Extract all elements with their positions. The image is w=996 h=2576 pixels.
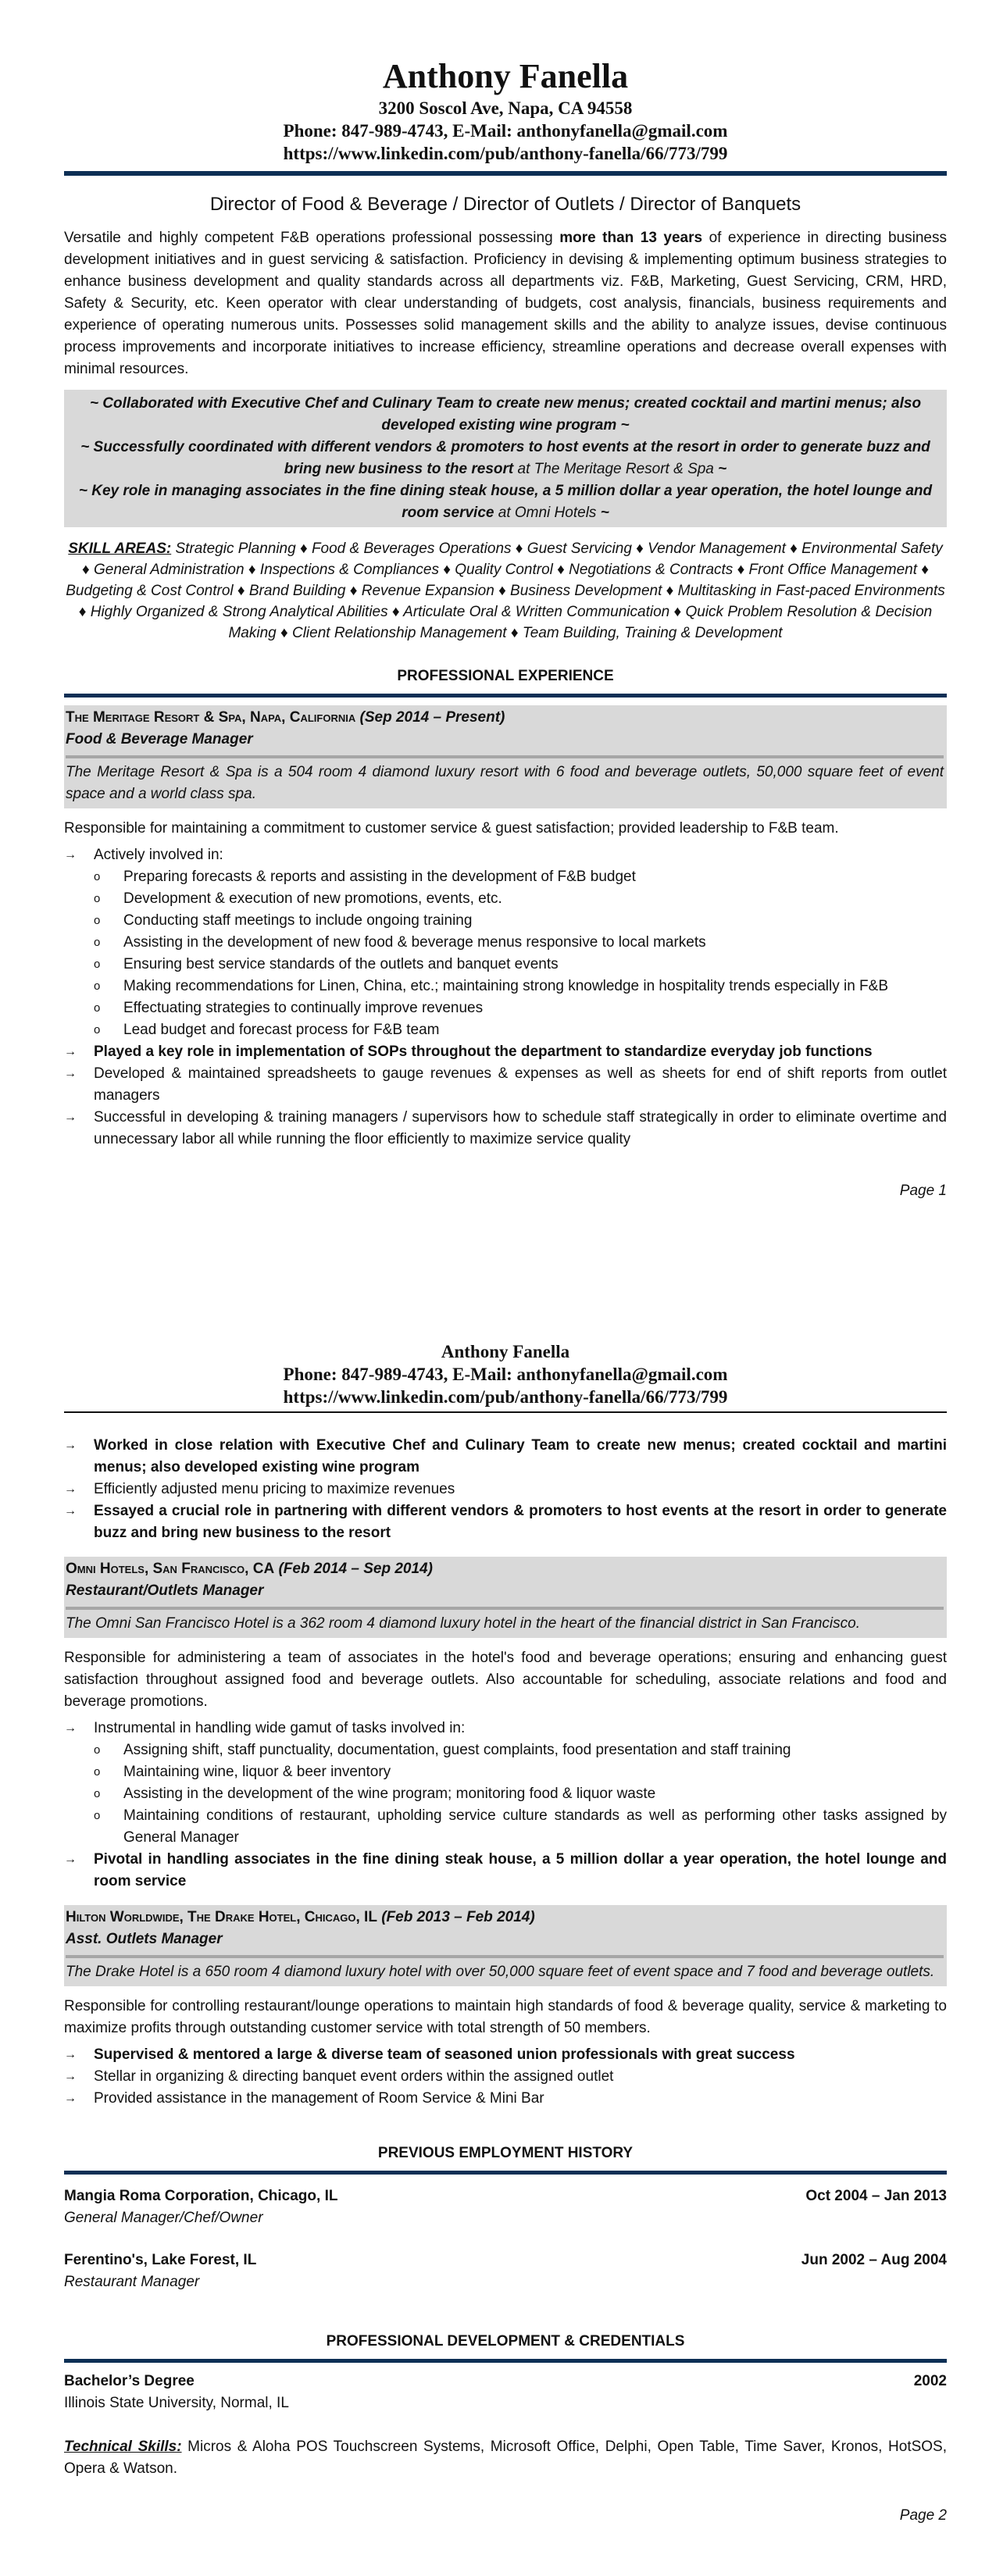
highlight-text: ~ Successfully coordinated with different vendors & promoters to host events at the resort in order to generate buzz and bring new business to the resort — [80, 439, 930, 477]
section-divider — [64, 694, 947, 698]
bullet-text: Ensuring best service standards of the outlets and banquet events — [123, 956, 559, 972]
job-title: Food & Beverage Manager — [66, 731, 253, 747]
bullet-text: Lead budget and forecast process for F&B team — [123, 1022, 440, 1038]
section-title-experience: PROFESSIONAL EXPERIENCE — [397, 668, 614, 684]
job-description: The Omni San Francisco Hotel is a 362 room 4 diamond luxury hotel in the heart of the financial district in San Francisco. — [66, 1615, 860, 1632]
arrow-right-icon: → — [64, 1504, 77, 1518]
highlight-tail: ~ — [596, 505, 609, 521]
highlight-item — [67, 437, 944, 480]
job-dates: (Sep 2014 – Present) — [359, 709, 505, 726]
bullet-text: Conducting staff meetings to include ongoing training — [123, 912, 473, 929]
bullet-text: Essayed a crucial role in partnering with different vendors & promoters to host events at the resort in order to generate buzz and bring new business to the resort — [94, 1503, 947, 1541]
candidate-address: 3200 Soscol Ave, Napa, CA 94558 — [378, 98, 633, 118]
highlight-item — [67, 480, 944, 524]
previous-dates: Jun 2002 – Aug 2004 — [801, 2252, 947, 2268]
list-item — [94, 1019, 947, 1041]
resume-header — [64, 56, 947, 176]
job-responsibility: Responsible for maintaining a commitment to customer service & guest satisfaction; provided leadership to F&B team. — [64, 820, 839, 837]
job-divider — [66, 755, 944, 758]
list-item — [64, 2044, 947, 2066]
candidate-linkedin[interactable]: https://www.linkedin.com/pub/anthony-fanella/66/773/799 — [283, 1387, 728, 1407]
bullet-text: Making recommendations for Linen, China, etc.; maintaining strong knowledge in hospitality trends especially in F&B — [123, 978, 889, 994]
list-item — [64, 844, 947, 1041]
bullet-text: Assigning shift, staff punctuality, documentation, guest complaints, food presentation and staff training — [123, 1742, 791, 1758]
previous-company: Mangia Roma Corporation, Chicago, IL — [64, 2188, 338, 2204]
arrow-right-icon: → — [64, 1045, 77, 1058]
job-divider — [66, 1955, 944, 1958]
circle-bullet-icon: o — [94, 979, 101, 993]
list-item — [64, 2088, 947, 2110]
list-item — [94, 1805, 947, 1849]
job-bullets — [64, 2044, 947, 2110]
job-header-omni — [64, 1557, 947, 1638]
bullet-text: Actively involved in: — [94, 847, 223, 863]
circle-bullet-icon: o — [94, 1809, 101, 1822]
circle-bullet-icon: o — [94, 1787, 101, 1800]
arrow-right-icon: → — [64, 2070, 77, 2083]
bullet-text: Assisting in the development of the wine program; monitoring food & liquor waste — [123, 1786, 656, 1802]
professional-summary — [64, 227, 947, 380]
job-dates: (Feb 2013 – Feb 2014) — [381, 1909, 535, 1925]
degree: Bachelor’s Degree — [64, 2373, 195, 2389]
bullet-text: Efficiently adjusted menu pricing to maximize revenues — [94, 1481, 455, 1497]
section-divider — [64, 2171, 947, 2175]
resume-page-1 — [64, 56, 947, 1202]
technical-skills-label: Technical Skills: — [64, 2439, 182, 2455]
bullet-text: Played a key role in implementation of SOPs throughout the department to standardize everyday job functions — [94, 1044, 873, 1060]
job-responsibility: Responsible for controlling restaurant/lounge operations to maintain high standards of food & beverage quality, service & marketing to maximize profits through outstanding customer service with total strength of 50 members. — [64, 1998, 947, 2036]
summary-text: Versatile and highly competent F&B operations professional possessing — [64, 230, 560, 246]
job-description: The Meritage Resort & Spa is a 504 room 4 diamond luxury resort with 6 food and beverage outlets, 50,000 square feet of event space and a world class spa. — [66, 764, 944, 802]
list-item — [64, 1041, 947, 1063]
list-item — [94, 954, 947, 976]
previous-role: Restaurant Manager — [64, 2274, 200, 2290]
bullet-text: Worked in close relation with Executive Chef and Culinary Team to create new menus; created cocktail and martini menus; also developed existing wine program — [94, 1437, 947, 1475]
circle-bullet-icon: o — [94, 1743, 101, 1757]
previous-job — [64, 2250, 947, 2293]
bullet-text: Pivotal in handling associates in the fine dining steak house, a 5 million dollar a year operation, the hotel lounge and room service — [94, 1851, 947, 1889]
skill-areas-list: Strategic Planning ♦ Food & Beverages Operations ♦ Guest Servicing ♦ Vendor Management ♦ Environmental Safety ♦ General Administration ♦ Inspections & Compliances ♦ Quality Control ♦ Negotiations & Contracts ♦ Front Office Management ♦ Budgeting & Cost Control ♦ Brand Building ♦ Revenue Expansion ♦ Business Development ♦ Multitasking in Fast-paced Environments ♦ Highly Organized & Strong Analytical Abilities ♦ Articulate Oral & Written Communication ♦ Quick Problem Resolution & Decision Making ♦ Client Relationship Management ♦ Team Building, Training & Development — [66, 541, 945, 641]
previous-company: Ferentino's, Lake Forest, IL — [64, 2252, 257, 2268]
arrow-right-icon: → — [64, 1111, 77, 1124]
arrow-right-icon: → — [64, 2048, 77, 2061]
job-company: The Meritage Resort & Spa, Napa, California — [66, 709, 356, 726]
list-item — [64, 1063, 947, 1107]
bullet-text: Stellar in organizing & directing banquet event orders within the assigned outlet — [94, 2068, 614, 2085]
circle-bullet-icon: o — [94, 870, 101, 883]
arrow-right-icon: → — [64, 848, 77, 862]
job-company: Omni Hotels, San Francisco, CA — [66, 1561, 275, 1577]
skill-areas — [64, 538, 947, 644]
technical-skills — [64, 2436, 947, 2480]
highlight-text: ~ Collaborated with Executive Chef and Culinary Team to create new menus; created cocktail and martini menus; also developed existing wine program ~ — [89, 395, 922, 433]
list-item — [64, 1435, 947, 1479]
highlight-tail: ~ — [713, 461, 727, 477]
arrow-right-icon: → — [64, 1853, 77, 1866]
section-title-credentials: PROFESSIONAL DEVELOPMENT & CREDENTIALS — [326, 2333, 685, 2349]
bullet-text: Effectuating strategies to continually improve revenues — [123, 1000, 484, 1016]
circle-bullet-icon: o — [94, 936, 101, 949]
job-dates: (Feb 2014 – Sep 2014) — [278, 1561, 433, 1577]
job-title: Asst. Outlets Manager — [66, 1931, 223, 1947]
candidate-contact: Phone: 847-989-4743, E-Mail: anthonyfanella@gmail.com — [283, 121, 728, 141]
list-item — [64, 1718, 947, 1849]
job-responsibility: Responsible for administering a team of associates in the hotel's food and beverage operations; ensuring and enhancing guest satisfaction throughout assigned food and beverage outlets. Also accountable for scheduling, associate relations and food and beverage promotions. — [64, 1650, 947, 1710]
circle-bullet-icon: o — [94, 958, 101, 971]
bullet-text: Provided assistance in the management of Room Service & Mini Bar — [94, 2090, 544, 2107]
section-divider — [64, 2359, 947, 2363]
list-item — [94, 932, 947, 954]
career-headline: Director of Food & Beverage / Director of Outlets / Director of Banquets — [209, 194, 801, 215]
job-header-drake — [64, 1905, 947, 1986]
summary-years-highlight: more than 13 years — [559, 230, 703, 246]
page-number: Page 2 — [899, 2507, 947, 2524]
page-number: Page 1 — [899, 1183, 947, 1199]
header-divider — [64, 1411, 947, 1413]
job-bullets — [64, 1718, 947, 1893]
resume-page-2 — [64, 1340, 947, 2527]
summary-text-cont: of experience in directing business development initiatives and in guest servicing & satisfaction. Proficiency in devising & implementing optimum business strategies to enhance business development and quality standards across all departments viz. F&B, Marketing, Guest Servicing, CRM, HRD, Safety & Security, etc. Keen operator with clear understanding of budgets, cost analysis, financials, business requirements and experience of operating numerous units. Possesses solid management skills and the ability to analyze issues, devise continuous process improvements and incorporate initiatives to increase efficiency, streamline operations and decrease overall expenses with minimal resources. — [64, 230, 947, 377]
list-item — [64, 1479, 947, 1500]
previous-job — [64, 2185, 947, 2229]
job-header-meritage — [64, 705, 947, 808]
technical-skills-list: Micros & Aloha POS Touchscreen Systems, Microsoft Office, Delphi, Open Table, Time Saver, Kronos, HotSOS, Opera & Watson. — [64, 2439, 947, 2477]
sub-bullets — [94, 1739, 947, 1849]
circle-bullet-icon: o — [94, 1001, 101, 1015]
list-item — [94, 1739, 947, 1761]
list-item — [94, 866, 947, 888]
job-description: The Drake Hotel is a 650 room 4 diamond luxury hotel with over 50,000 square feet of event space and 7 food and beverage outlets. — [66, 1964, 935, 1980]
highlight-employer: at The Meritage Resort & Spa — [513, 461, 714, 477]
resume-header-continued — [64, 1340, 947, 1413]
arrow-right-icon: → — [64, 1482, 77, 1496]
skill-areas-label: SKILL AREAS: — [68, 541, 172, 557]
circle-bullet-icon: o — [94, 1765, 101, 1779]
arrow-right-icon: → — [64, 1721, 77, 1735]
school: Illinois State University, Normal, IL — [64, 2395, 289, 2411]
bullet-text: Development & execution of new promotions, events, etc. — [123, 890, 502, 907]
arrow-right-icon: → — [64, 1439, 77, 1452]
candidate-contact: Phone: 847-989-4743, E-Mail: anthonyfanella@gmail.com — [283, 1365, 728, 1384]
job-bullets-continued — [64, 1435, 947, 1544]
sub-bullets — [94, 866, 947, 1041]
list-item — [64, 1107, 947, 1151]
job-bullets — [64, 844, 947, 1151]
list-item — [94, 1761, 947, 1783]
bullet-text: Successful in developing & training managers / supervisors how to schedule staff strategically in order to eliminate overtime and unnecessary labor all while running the floor efficiently to maximize service quality — [94, 1109, 947, 1147]
bullet-text: Developed & maintained spreadsheets to gauge revenues & expenses as well as sheets for end of shift reports from outlet managers — [94, 1065, 947, 1104]
career-highlights — [64, 390, 947, 527]
list-item — [64, 1849, 947, 1893]
previous-role: General Manager/Chef/Owner — [64, 2210, 263, 2226]
header-divider — [64, 171, 947, 176]
education-row — [64, 2371, 947, 2392]
circle-bullet-icon: o — [94, 892, 101, 905]
bullet-text: Supervised & mentored a large & diverse team of seasoned union professionals with great success — [94, 2046, 795, 2063]
highlight-text: ~ Key role in managing associates in the fine dining steak house, a 5 million dollar a year operation, the hotel lounge and room service — [78, 483, 933, 521]
circle-bullet-icon: o — [94, 914, 101, 927]
candidate-name: Anthony Fanella — [382, 57, 629, 95]
job-title: Restaurant/Outlets Manager — [66, 1582, 264, 1599]
candidate-name: Anthony Fanella — [441, 1342, 570, 1361]
job-divider — [66, 1607, 944, 1610]
bullet-text: Preparing forecasts & reports and assisting in the development of F&B budget — [123, 869, 636, 885]
list-item — [64, 1500, 947, 1544]
list-item — [94, 997, 947, 1019]
job-company: Hilton Worldwide, The Drake Hotel, Chicago, IL — [66, 1909, 377, 1925]
bullet-text: Maintaining conditions of restaurant, upholding service culture standards as well as performing other tasks assigned by General Manager — [123, 1807, 947, 1846]
arrow-right-icon: → — [64, 1067, 77, 1080]
bullet-text: Instrumental in handling wide gamut of tasks involved in: — [94, 1720, 466, 1736]
list-item — [94, 976, 947, 997]
arrow-right-icon: → — [64, 2092, 77, 2105]
bullet-text: Assisting in the development of new food & beverage menus responsive to local markets — [123, 934, 706, 951]
circle-bullet-icon: o — [94, 1023, 101, 1036]
list-item — [94, 1783, 947, 1805]
list-item — [94, 910, 947, 932]
bullet-text: Maintaining wine, liquor & beer inventory — [123, 1764, 391, 1780]
list-item — [64, 2066, 947, 2088]
highlight-employer: at Omni Hotels — [494, 505, 597, 521]
list-item — [94, 888, 947, 910]
section-title-previous-employment: PREVIOUS EMPLOYMENT HISTORY — [377, 2145, 634, 2161]
candidate-linkedin[interactable]: https://www.linkedin.com/pub/anthony-fanella/66/773/799 — [283, 144, 728, 163]
previous-dates: Oct 2004 – Jan 2013 — [805, 2188, 947, 2204]
graduation-year: 2002 — [913, 2373, 947, 2389]
highlight-item — [67, 393, 944, 437]
